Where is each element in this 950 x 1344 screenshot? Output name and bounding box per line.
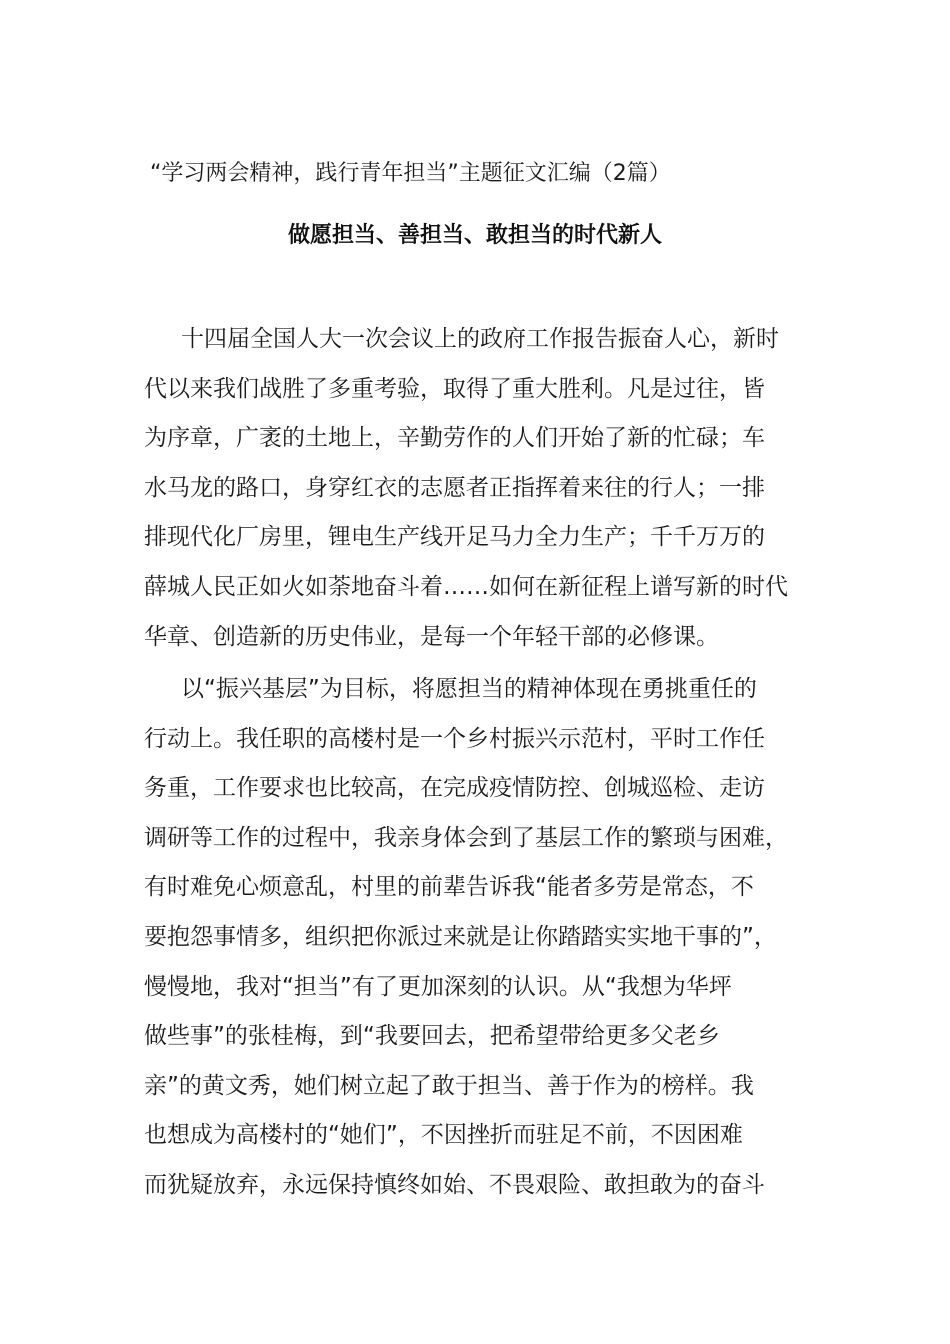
paragraph-line: 为序章，广袤的土地上，辛勤劳作的人们开始了新的忙碌；车 [144, 425, 765, 452]
article-title: 做愿担当、善担当、敢担当的时代新人 [287, 223, 662, 248]
paragraph-1 [144, 315, 824, 662]
paragraph-line: 也想成为高楼村的“她们”，不因挫折而驻足不前，不因困难 [144, 1122, 743, 1149]
paragraph-line: 华章、创造新的历史伟业，是每一个年轻干部的必修课。 [144, 623, 719, 650]
paragraph-line: 行动上。我任职的高楼村是一个乡村振兴示范村，平时工作任 [144, 725, 765, 752]
paragraph-2 [144, 665, 824, 1211]
paragraph-line: 而犹疑放弃，永远保持慎终如始、不畏艰险、敢担敢为的奋斗 [144, 1171, 765, 1198]
paragraph-line: 排现代化厂房里，锂电生产线开足马力全力生产；千千万万的 [144, 524, 765, 551]
paragraph-line: 薛城人民正如火如荼地奋斗着……如何在新征程上谱写新的时代 [144, 573, 788, 600]
paragraph-line: 代以来我们战胜了多重考验，取得了重大胜利。凡是过往，皆 [144, 375, 765, 402]
paragraph-line: 调研等工作的过程中，我亲身体会到了基层工作的繁琐与困难， [144, 824, 788, 851]
document-title: “学习两会精神，践行青年担当”主题征文汇编（2篇） [150, 161, 671, 186]
paragraph-line: 以“振兴基层”为目标，将愿担当的精神体现在勇挑重任的 [181, 676, 757, 702]
paragraph-line: 要抱怨事情多，组织把你派过来就是让你踏踏实实地干事的”， [144, 923, 777, 950]
paragraph-line: 十四届全国人大一次会议上的政府工作报告振奋人心，新时 [181, 326, 779, 352]
paragraph-line: 有时难免心烦意乱，村里的前辈告诉我“能者多劳是常态，不 [144, 874, 754, 901]
paragraph-line: 慢慢地，我对“担当”有了更加深刻的认识。从“我想为华坪 [144, 973, 732, 1000]
paragraph-line: 务重，工作要求也比较高，在完成疫情防控、创城巡检、走访 [144, 775, 765, 802]
paragraph-line: 做些事”的张桂梅，到“我要回去，把希望带给更多父老乡 [144, 1023, 720, 1050]
paragraph-line: 水马龙的路口，身穿红衣的志愿者正指挥着来往的行人；一排 [144, 474, 765, 501]
paragraph-line: 亲”的黄文秀，她们树立起了敢于担当、善于作为的榜样。我 [144, 1072, 754, 1099]
